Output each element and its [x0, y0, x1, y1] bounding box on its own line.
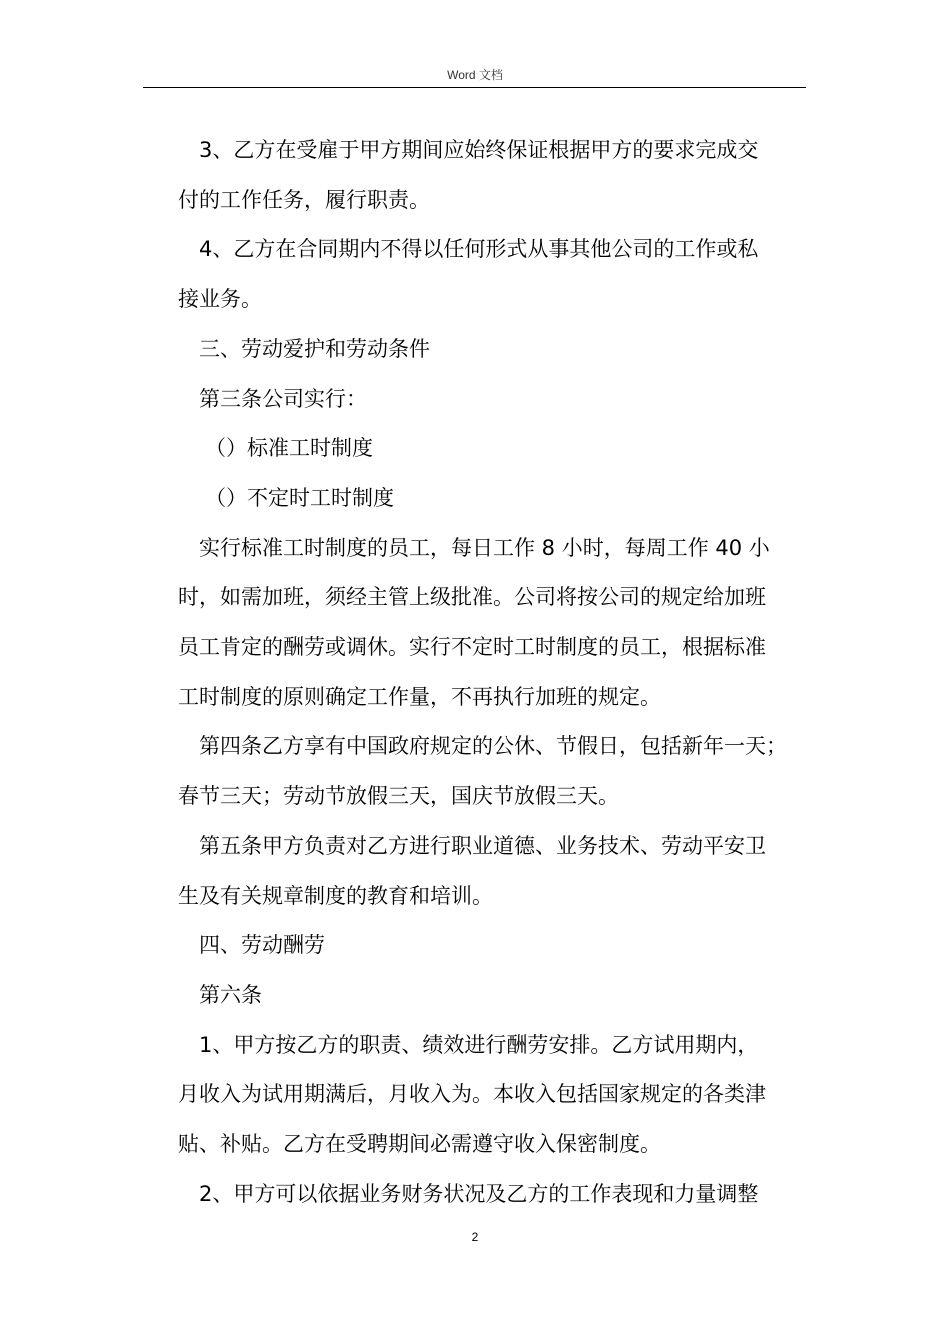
- paragraph-line: 3、乙方在受雇于甲方期间应始终保证根据甲方的要求完成交: [199, 138, 759, 162]
- paragraph-line: 时，如需加班，须经主管上级批准。公司将按公司的规定给加班: [178, 585, 766, 610]
- paragraph-line: 第六条: [199, 982, 262, 1007]
- option-line: （）标准工时制度: [205, 436, 373, 461]
- paragraph-line: 月收入为试用期满后，月收入为。本收入包括国家规定的各类津: [178, 1082, 766, 1107]
- option-line: （）不定时工时制度: [205, 485, 394, 510]
- paragraph-line: 实行标准工时制度的员工，每日工作 8 小时，每周工作 40 小: [199, 535, 770, 560]
- paragraph-line: 第三条公司实行：: [199, 386, 367, 411]
- paragraph-line: 春节三天；劳动节放假三天，国庆节放假三天。: [178, 784, 619, 809]
- paragraph-line: 1、甲方按乙方的职责、绩效进行酬劳安排。乙方试用期内，: [199, 1032, 759, 1057]
- paragraph-line: 第四条乙方享有中国政府规定的公休、节假日，包括新年一天；: [199, 734, 787, 759]
- section-heading: 三、劳动爱护和劳动条件: [199, 336, 430, 361]
- paragraph-line: 员工肯定的酬劳或调休。实行不定时工时制度的员工，根据标准: [178, 635, 766, 660]
- document-body: [178, 126, 796, 1219]
- page-number: 2: [471, 1230, 479, 1244]
- paragraph-line: 2、甲方可以依据业务财务状况及乙方的工作表现和力量调整: [199, 1181, 759, 1206]
- section-heading: 四、劳动酬劳: [199, 933, 325, 958]
- page-header-title: Word 文档: [447, 68, 503, 82]
- header-divider: [143, 87, 806, 88]
- paragraph-line: 接业务。: [178, 287, 262, 312]
- paragraph-line: 生及有关规章制度的教育和培训。: [178, 883, 493, 908]
- paragraph-line: 工时制度的原则确定工作量，不再执行加班的规定。: [178, 684, 661, 709]
- paragraph-line: 付的工作任务，履行职责。: [178, 187, 430, 212]
- paragraph-line: 4、乙方在合同期内不得以任何形式从事其他公司的工作或私: [199, 237, 759, 262]
- paragraph-line: 贴、补贴。乙方在受聘期间必需遵守收入保密制度。: [178, 1132, 661, 1157]
- paragraph-line: 第五条甲方负责对乙方进行职业道德、业务技术、劳动平安卫: [199, 833, 766, 858]
